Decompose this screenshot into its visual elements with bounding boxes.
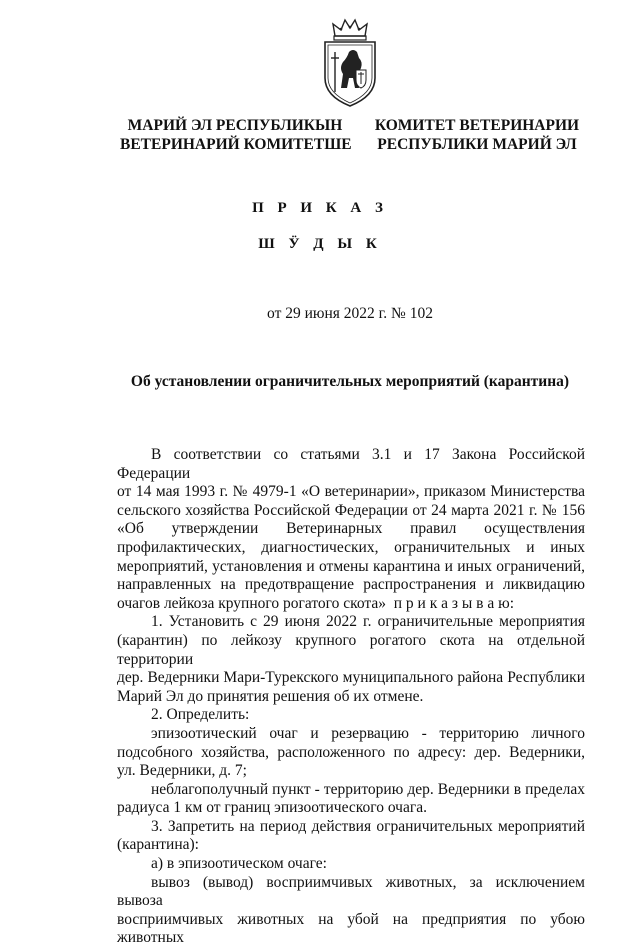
coat-of-arms-icon <box>319 18 381 110</box>
body-line: «Об утверждении Ветеринарных правил осуществления <box>117 520 585 538</box>
item-2b <box>117 781 585 818</box>
body-line: направленных на предотвращение распространения и ликвидацию <box>117 576 585 594</box>
item-2a <box>117 725 585 781</box>
item-2 <box>117 706 585 725</box>
body-line-text: очагов лейкоза крупного рогатого скота» <box>117 594 386 612</box>
body-line: Марий Эл до принятия решения об их отмене. <box>117 687 424 705</box>
body-line-with-order-word <box>117 595 585 614</box>
body-line: вывоз (вывод) восприимчивых животных, за исключением вывоза <box>117 873 585 910</box>
body-line: ул. Ведерники, д. 7; <box>117 762 247 780</box>
right-org-line-2: РЕСПУБЛИКИ МАРИЙ ЭЛ <box>377 136 577 153</box>
right-org-line-1: КОМИТЕТ ВЕТЕРИНАРИИ <box>374 117 580 134</box>
body-line: от 14 мая 1993 г. № 4979-1 «О ветеринарии», приказом Министерства <box>117 483 585 501</box>
body-line: дер. Ведерники Мари-Турекского муниципального района Республики <box>117 669 585 687</box>
body-line: радиуса 1 км от границ эпизоотического очага. <box>117 799 427 817</box>
body-line: неблагополучный пункт - территорию дер. Ведерники в пределах <box>151 780 585 798</box>
preamble <box>117 446 585 613</box>
right-organization-name <box>372 116 582 154</box>
item-3 <box>117 818 585 855</box>
item-1 <box>117 613 585 706</box>
document-type-mari: Ш Ӱ Д Ы К <box>258 236 382 252</box>
body-line: 2. Определить: <box>151 706 250 724</box>
body-line: мероприятий, установления и отмены карантина и иных ограничений, <box>117 557 585 575</box>
order-word: п р и к а з ы в а ю: <box>393 594 514 612</box>
body-line: эпизоотический очаг и резервацию - территорию личного <box>151 724 585 742</box>
left-organization-name <box>120 116 350 154</box>
body-line: профилактических, диагностических, ограничительных и иных <box>117 538 585 556</box>
body-line: В соответствии со статьями 3.1 и 17 Закона Российской Федерации <box>117 446 585 482</box>
left-org-line-2: ВЕТЕРИНАРИЙ КОМИТЕТШЕ <box>120 136 352 153</box>
body-line: 1. Установить с 29 июня 2022 г. ограничительные мероприятия <box>151 613 585 631</box>
document-subject: Об установлении ограничительных мероприятий (карантина) <box>130 373 570 390</box>
body-line: подсобного хозяйства, расположенного по адресу: дер. Ведерники, <box>117 743 585 761</box>
body-line: (карантин) по лейкозу крупного рогатого скота на отдельной территории <box>117 631 585 668</box>
body-line: восприимчивых животных на убой на предприятия по убою животных <box>117 910 585 947</box>
item-3a-text <box>117 874 585 948</box>
body-line: (карантина): <box>117 836 199 854</box>
body-line: сельского хозяйства Российской Федерации от 24 марта 2021 г. № 156 <box>117 501 585 519</box>
document-body <box>117 446 585 948</box>
body-line: а) в эпизоотическом очаге: <box>151 855 327 873</box>
left-org-line-1: МАРИЙ ЭЛ РЕСПУБЛИКЫН <box>127 117 343 134</box>
document-date-number: от 29 июня 2022 г. № 102 <box>267 305 433 322</box>
document-type-ru: П Р И К А З <box>252 200 388 216</box>
item-3a <box>117 855 585 874</box>
body-line: 3. Запретить на период действия ограничительных мероприятий <box>151 817 585 835</box>
